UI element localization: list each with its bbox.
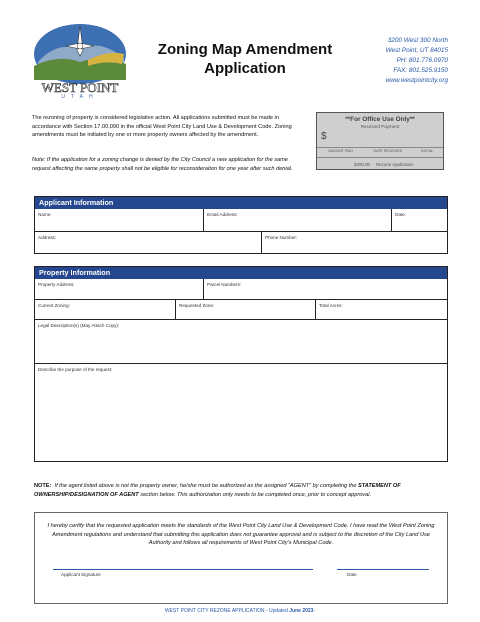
column-initial: INITIAL (421, 149, 434, 153)
address-field[interactable] (35, 232, 261, 253)
property-row-1 (35, 279, 447, 299)
property-row-4 (35, 363, 447, 461)
contact-address2: West Point, UT 84015 (385, 47, 448, 54)
phone-label: Phone Number: (265, 235, 298, 240)
note-prefix: NOTE: (34, 483, 52, 489)
legal-description-field[interactable] (35, 320, 447, 363)
email-label: Email Address: (207, 212, 238, 217)
parcel-numbers-label: Parcel Numbers: (207, 282, 242, 287)
property-address-label: Property Address: (38, 282, 75, 287)
certification-text: I hereby certify that the requested application meets the standards of the West Point City Land Use & Development Code. I have read the West Point Zoning Amendment regulations and understand that submitting this application does not guarantee approval and is subject to the discretion of the City Land Use Authority and follows all requirements of West Point City’s Municipal Code. (47, 523, 435, 547)
logo-graphic (28, 20, 132, 98)
office-use-box (316, 112, 444, 170)
footer-date: June 2023 (289, 608, 314, 614)
footer-suffix: - (313, 608, 316, 614)
phone-field[interactable] (261, 232, 447, 253)
logo-subtext: UTAH (61, 94, 99, 98)
total-acres-field[interactable] (315, 300, 447, 319)
property-heading: Property Information (35, 267, 447, 279)
current-zoning-label: Current Zoning: (38, 303, 70, 308)
contact-address1: 3200 West 300 North (387, 37, 448, 44)
office-use-columns (317, 147, 443, 153)
applicant-section (34, 196, 448, 254)
purpose-field[interactable] (35, 364, 447, 461)
agent-note (34, 482, 450, 499)
dollar-sign: $ (321, 131, 327, 142)
column-date-received: DATE RECEIVED (373, 149, 403, 153)
parcel-numbers-field[interactable] (203, 279, 447, 299)
contact-fax: FAX: 801.525.9150 (393, 67, 448, 74)
name-field[interactable] (35, 209, 203, 231)
intro-note: Note: If the application for a zoning change is denied by the City Council a new application for the same request affecting the same property shall not be eligible for reconsideration for one year after such denial. (32, 157, 293, 172)
property-address-field[interactable] (35, 279, 203, 299)
applicant-row-1 (35, 209, 447, 231)
intro-paragraph: The rezoning of property is considered legislative action. All applications submitted must be made in accordance with Section 17.00.090 in the official West Point City Land Use & Development Code. Zoning amendments must be initiated by one or more property owners affected by the amendment. (32, 115, 292, 139)
fee-amount: $290.00 (354, 161, 370, 167)
note-text-2: section below. This authorization only needs to be completed once, prior to concept approval. (138, 491, 372, 498)
email-field[interactable] (203, 209, 391, 231)
contact-phone: PH: 801.776.0970 (396, 57, 448, 64)
requested-zone-label: Requested Zone: (179, 303, 215, 308)
logo-text: WEST POINT (41, 80, 119, 95)
office-use-title: **For Office Use Only** (345, 116, 415, 123)
total-acres-label: Total Acres: (319, 303, 343, 308)
west-point-logo (28, 20, 132, 98)
column-amount-paid: AMOUNT PAID (328, 149, 353, 153)
date-label: Date: (395, 212, 406, 217)
property-section (34, 266, 448, 462)
signature-label: Applicant Signature (61, 572, 101, 577)
fee-label: Rezone Application (376, 161, 414, 167)
page-footer (0, 608, 480, 614)
page-title (140, 40, 350, 78)
date-field[interactable] (391, 209, 447, 231)
purpose-label: Describe the purpose of the request: (38, 367, 113, 372)
footer-text: WEST POINT CITY REZONE APPLICATION - Updated (164, 608, 290, 614)
signature-date-label: Date (347, 572, 357, 577)
address-label: Address: (38, 235, 57, 240)
current-zoning-field[interactable] (35, 300, 175, 319)
contact-website-link[interactable]: www.westpointcity.org (385, 77, 448, 84)
property-row-3 (35, 319, 447, 363)
name-label: Name: (38, 212, 52, 217)
legal-description-label: Legal Description(s) (May Attach Copy): (38, 323, 120, 328)
office-use-subtitle: Received Payment (360, 124, 400, 129)
fee-row (317, 157, 443, 170)
certification-box (34, 512, 448, 604)
signature-line[interactable] (53, 569, 313, 570)
date-line[interactable] (337, 569, 429, 570)
applicant-row-2 (35, 231, 447, 253)
title-line2: Application (204, 60, 286, 77)
applicant-heading: Applicant Information (35, 197, 447, 209)
requested-zone-field[interactable] (175, 300, 315, 319)
note-text-1: If the agent listed above is not the property owner, he/she must be authorized as the assigned “AGENT” by completing the (54, 483, 358, 489)
property-row-2 (35, 299, 447, 319)
contact-block (386, 36, 448, 86)
note-bold-text: STATEMENT OF OWNERSHIP/DESIGNATION OF AGENT (34, 483, 401, 498)
title-line1: Zoning Map Amendment (157, 41, 333, 58)
